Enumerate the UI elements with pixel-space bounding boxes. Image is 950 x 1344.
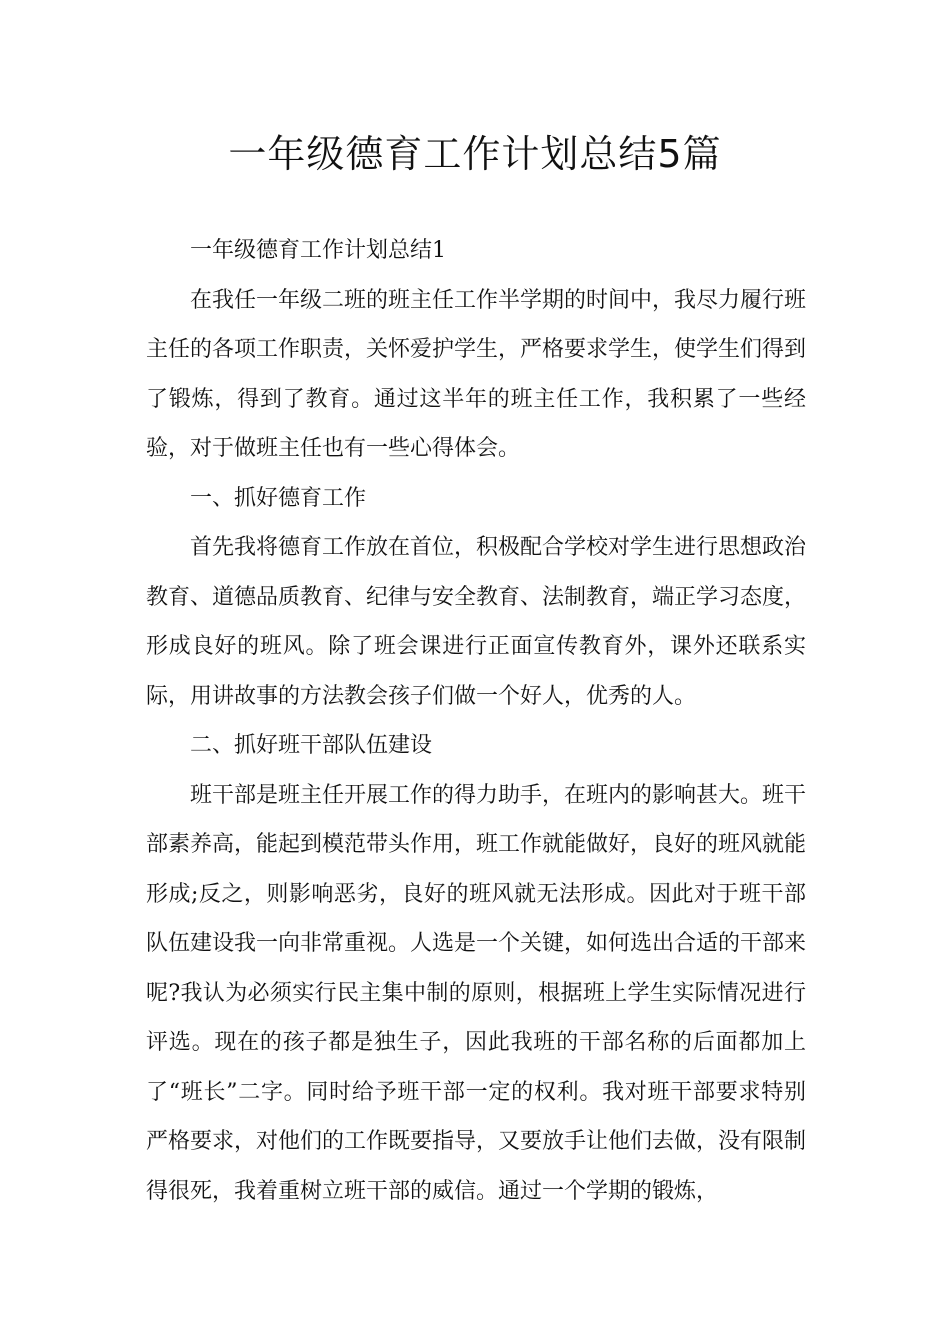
body-paragraph: 班干部是班主任开展工作的得力助手，在班内的影响甚大。班干部素养高，能起到模范带头作用，班工作就能做好，良好的班风就能形成;反之，则影响恶劣，良好的班风就无法形成。因此对于班干部队伍建设我一向非常重视。人选是一个关键，如何选出合适的干部来呢?我认为必须实行民主集中制的原则，根据班上学生实际情况进行评选。现在的孩子都是独生子，因此我班的干部名称的后面都加上了“班长”二字。同时给予班干部一定的权利。我对班干部要求特别严格要求，对他们的工作既要指导，又要放手让他们去做，没有限制得很死，我着重树立班干部的威信。通过一个学期的锻炼，	[146, 782, 807, 1204]
section-heading: 二、抓好班干部队伍建设	[190, 733, 433, 758]
document-title: 一年级德育工作计划总结5篇	[228, 132, 722, 176]
section-heading: 一年级德育工作计划总结1	[190, 238, 446, 263]
document-body	[146, 226, 806, 1216]
body-paragraph: 首先我将德育工作放在首位，积极配合学校对学生进行思想政治教育、道德品质教育、纪律与安全教育、法制教育，端正学习态度，形成良好的班风。除了班会课进行正面宣传教育外，课外还联系实际，用讲故事的方法教会孩子们做一个好人，优秀的人。	[146, 535, 807, 709]
body-paragraph: 在我任一年级二班的班主任工作半学期的时间中，我尽力履行班主任的各项工作职责，关怀爱护学生，严格要求学生，使学生们得到了锻炼，得到了教育。通过这半年的班主任工作，我积累了一些经验，对于做班主任也有一些心得体会。	[146, 287, 807, 461]
section-heading: 一、抓好德育工作	[190, 485, 367, 511]
